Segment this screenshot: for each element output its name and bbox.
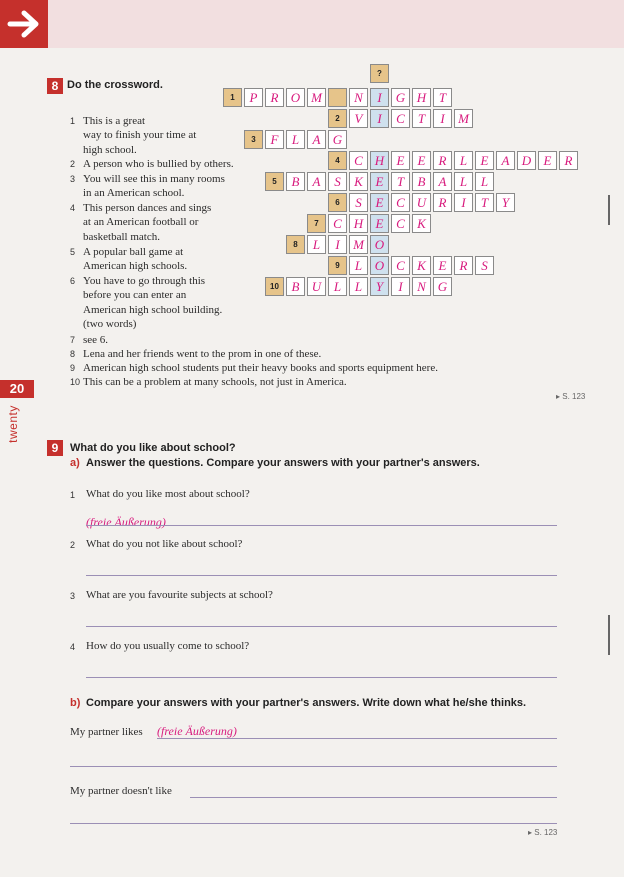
question-text: How do you usually come to school? xyxy=(86,640,250,652)
clue-number: 9 xyxy=(70,363,76,373)
letter-cell[interactable]: L xyxy=(286,130,305,149)
letter-cell[interactable]: B xyxy=(286,172,305,191)
partner-doesnt-line[interactable] xyxy=(190,797,557,798)
letter-cell[interactable]: I xyxy=(454,193,473,212)
partner-likes-line[interactable] xyxy=(157,738,557,739)
clue-text: This person dances and sings xyxy=(83,202,212,214)
exercise-9-reference: ▸ S. 123 xyxy=(528,828,558,837)
letter-cell[interactable]: K xyxy=(349,172,368,191)
letter-cell[interactable]: E xyxy=(391,151,410,170)
letter-cell[interactable]: V xyxy=(349,109,368,128)
clue-number: 1 xyxy=(70,116,76,126)
clue-text: A popular ball game at xyxy=(83,246,184,258)
clue-number: 3 xyxy=(70,174,76,184)
answer-line[interactable] xyxy=(86,677,557,678)
letter-cell[interactable]: I xyxy=(391,277,410,296)
clue-text: high school. xyxy=(83,143,137,156)
page-number: 20 xyxy=(0,380,34,398)
question-text: What do you like most about school? xyxy=(86,488,250,500)
letter-cell[interactable]: M xyxy=(454,109,473,128)
answer-line[interactable] xyxy=(86,626,557,627)
letter-cell[interactable]: L xyxy=(454,172,473,191)
clue-text: American high schools. xyxy=(83,260,188,273)
exercise-8-badge: 8 xyxy=(47,78,63,94)
clue-number-cell: 9 xyxy=(328,256,347,275)
clue-number-cell: 3 xyxy=(244,130,263,149)
letter-cell[interactable]: G xyxy=(391,88,410,107)
letter-cell[interactable]: I xyxy=(433,109,452,128)
exercise-9-badge: 9 xyxy=(47,440,63,456)
letter-cell[interactable]: G xyxy=(433,277,452,296)
mystery-word-cell: ? xyxy=(370,64,389,83)
letter-cell[interactable]: C xyxy=(328,214,347,233)
partner-likes-line-2[interactable] xyxy=(70,766,557,767)
part-a-label: a) xyxy=(70,457,80,469)
part-a-instruction: Answer the questions. Compare your answers with your partner's answers. xyxy=(86,457,480,469)
clue-number: 2 xyxy=(70,159,76,169)
letter-cell[interactable]: O xyxy=(370,256,389,275)
letter-cell[interactable]: G xyxy=(328,130,347,149)
letter-cell[interactable]: Y xyxy=(370,277,389,296)
letter-cell[interactable]: K xyxy=(412,214,431,233)
letter-cell[interactable]: E xyxy=(412,151,431,170)
letter-cell[interactable]: H xyxy=(370,151,389,170)
letter-cell[interactable]: R xyxy=(433,193,452,212)
letter-cell[interactable]: O xyxy=(370,235,389,254)
letter-cell[interactable]: L xyxy=(349,256,368,275)
clue-number: 6 xyxy=(70,276,76,286)
page-number-word-box xyxy=(5,405,22,445)
letter-cell[interactable]: C xyxy=(391,109,410,128)
letter-cell[interactable]: A xyxy=(307,130,326,149)
arrow-right-icon xyxy=(0,0,48,48)
letter-cell[interactable]: E xyxy=(370,193,389,212)
letter-cell[interactable]: E xyxy=(433,256,452,275)
clue-number-cell: 7 xyxy=(307,214,326,233)
clue-number: 4 xyxy=(70,203,76,213)
letter-cell[interactable]: L xyxy=(475,172,494,191)
letter-cell[interactable]: L xyxy=(454,151,473,170)
letter-cell[interactable]: E xyxy=(370,214,389,233)
letter-cell[interactable]: R xyxy=(559,151,578,170)
letter-cell[interactable]: U xyxy=(412,193,431,212)
letter-cell[interactable]: A xyxy=(307,172,326,191)
clue-text: at an American football or xyxy=(83,216,199,229)
exercise-9-title: What do you like about school? xyxy=(70,442,236,454)
letter-cell[interactable]: E xyxy=(538,151,557,170)
letter-cell[interactable]: I xyxy=(370,88,389,107)
letter-cell[interactable]: R xyxy=(454,256,473,275)
top-band xyxy=(0,0,624,48)
clue-number: 7 xyxy=(70,335,76,345)
clue-number: 5 xyxy=(70,247,76,257)
clue-text: (two words) xyxy=(83,317,137,330)
letter-cell[interactable]: E xyxy=(475,151,494,170)
letter-cell[interactable]: M xyxy=(307,88,326,107)
letter-cell[interactable]: L xyxy=(328,277,347,296)
clue-number-cell: 4 xyxy=(328,151,347,170)
letter-cell[interactable]: N xyxy=(412,277,431,296)
clue-number-cell: 2 xyxy=(328,109,347,128)
letter-cell[interactable]: C xyxy=(391,193,410,212)
letter-cell[interactable]: K xyxy=(412,256,431,275)
letter-cell[interactable]: M xyxy=(349,235,368,254)
partner-likes-answer: (freie Äußerung) xyxy=(157,724,237,738)
clue-text: in an American school. xyxy=(83,187,185,200)
clue-number-cell: 8 xyxy=(286,235,305,254)
clue-text: You will see this in many rooms xyxy=(83,173,225,185)
question-text: What are you favourite subjects at school? xyxy=(86,589,273,601)
letter-cell[interactable] xyxy=(328,88,347,107)
clue-text: American high school building. xyxy=(83,303,223,316)
arrow-box xyxy=(0,0,48,48)
clue-text: before you can enter an xyxy=(83,289,187,302)
clue-text: This is a great xyxy=(83,115,146,127)
margin-mark xyxy=(608,615,610,655)
exercise-8-reference: ▸ S. 123 xyxy=(556,392,586,401)
clue-number: 8 xyxy=(70,349,76,359)
letter-cell[interactable]: O xyxy=(286,88,305,107)
letter-cell[interactable]: E xyxy=(370,172,389,191)
letter-cell[interactable]: D xyxy=(517,151,536,170)
letter-cell[interactable]: S xyxy=(349,193,368,212)
question-number: 4 xyxy=(70,642,76,652)
letter-cell[interactable]: A xyxy=(433,172,452,191)
letter-cell[interactable]: P xyxy=(244,88,263,107)
part-b-instruction: Compare your answers with your partner's answers. Write down what he/she thinks. xyxy=(86,697,527,709)
answer-text: (freie Äußerung) xyxy=(86,515,166,529)
part-b-label: b) xyxy=(70,697,81,709)
clue-number-cell: 10 xyxy=(265,277,284,296)
letter-cell[interactable]: T xyxy=(433,88,452,107)
clue-text: Lena and her friends went to the prom in one of these. xyxy=(83,348,322,360)
letter-cell[interactable]: S xyxy=(328,172,347,191)
letter-cell[interactable]: T xyxy=(391,172,410,191)
exercise-8-title: Do the crossword. xyxy=(67,79,163,91)
letter-cell[interactable]: B xyxy=(286,277,305,296)
letter-cell[interactable]: C xyxy=(391,214,410,233)
letter-cell[interactable]: R xyxy=(433,151,452,170)
clue-text: American high school students put their heavy books and sports equipment here. xyxy=(83,362,438,374)
margin-mark xyxy=(608,195,610,225)
letter-cell[interactable]: Y xyxy=(496,193,515,212)
letter-cell[interactable]: U xyxy=(307,277,326,296)
question-number: 3 xyxy=(70,591,76,601)
partner-doesnt-label: My partner doesn't like xyxy=(70,785,172,797)
letter-cell[interactable]: B xyxy=(412,172,431,191)
letter-cell[interactable]: R xyxy=(265,88,284,107)
partner-likes-label: My partner likes xyxy=(70,726,143,738)
letter-cell[interactable]: T xyxy=(475,193,494,212)
partner-doesnt-line-2[interactable] xyxy=(70,823,557,824)
clue-number-cell: 5 xyxy=(265,172,284,191)
clue-number-cell: 1 xyxy=(223,88,242,107)
letter-cell[interactable]: I xyxy=(328,235,347,254)
letter-cell[interactable]: C xyxy=(349,151,368,170)
clue-number: 10 xyxy=(70,377,81,387)
page-number-word: twenty xyxy=(5,405,20,443)
letter-cell[interactable]: L xyxy=(349,277,368,296)
clue-text: see 6. xyxy=(83,334,109,346)
clue-text: This can be a problem at many schools, not just in America. xyxy=(83,376,347,388)
clue-text: basketball match. xyxy=(83,230,160,243)
answer-line[interactable] xyxy=(86,575,557,576)
clue-number-cell: 6 xyxy=(328,193,347,212)
letter-cell[interactable]: L xyxy=(307,235,326,254)
clue-text: way to finish your time at xyxy=(83,129,197,142)
letter-cell[interactable]: S xyxy=(475,256,494,275)
question-text: What do you not like about school? xyxy=(86,538,243,550)
letter-cell[interactable]: H xyxy=(412,88,431,107)
letter-cell[interactable]: I xyxy=(370,109,389,128)
answer-line[interactable] xyxy=(86,525,557,526)
letter-cell[interactable]: A xyxy=(496,151,515,170)
question-number: 2 xyxy=(70,540,76,550)
clue-text: You have to go through this xyxy=(83,275,206,287)
letter-cell[interactable]: T xyxy=(412,109,431,128)
clue-text: A person who is bullied by others. xyxy=(83,158,234,170)
letter-cell[interactable]: N xyxy=(349,88,368,107)
letter-cell[interactable]: F xyxy=(265,130,284,149)
question-number: 1 xyxy=(70,490,76,500)
letter-cell[interactable]: C xyxy=(391,256,410,275)
letter-cell[interactable]: H xyxy=(349,214,368,233)
